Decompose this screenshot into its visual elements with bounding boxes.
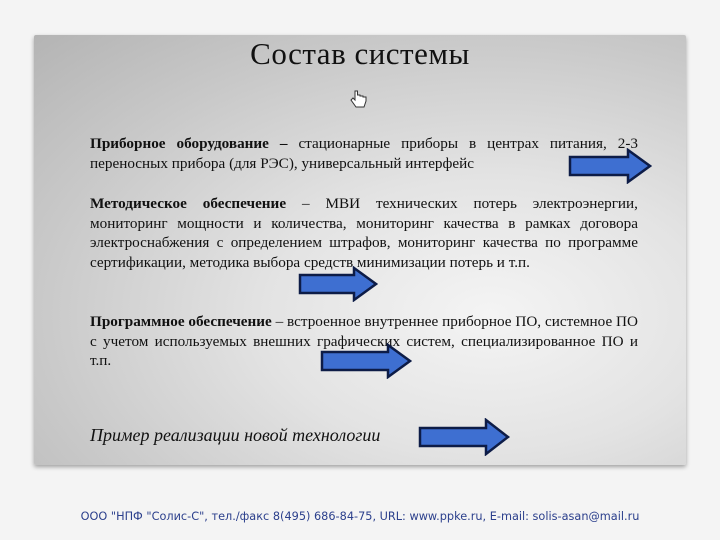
item-software-heading: Программное обеспечение [90,313,272,330]
item-hardware [90,134,638,173]
item-methodology [90,194,638,272]
footer-contacts: ООО "НПФ "Солис-С", тел./факс 8(495) 686-84-75, URL: www.ppke.ru, E-mail: solis-asan@mail.ru [80,510,640,523]
item-software-text: – встроенное внутреннее приборное ПО, системное ПО с учетом используемых внешних графических систем, специализированное ПО и т.п. [90,313,638,370]
right-arrow-icon [300,268,376,300]
right-arrow-icon [322,345,410,377]
right-arrow-icon [420,420,508,454]
item-hardware-heading: Приборное оборудование – [90,135,288,152]
item-hardware-text: стационарные приборы в центрах питания, 2-3 переносных прибора (для РЭС), универсальный интерфейс [90,135,638,172]
slide-title: Состав системы [250,36,470,71]
example-arrow-button[interactable] [418,418,510,456]
software-arrow-button[interactable] [320,343,412,379]
example-link[interactable]: Пример реализации новой технологии [90,425,381,445]
hardware-arrow-button[interactable] [568,148,652,184]
right-arrow-icon [570,150,650,182]
item-methodology-heading: Методическое обеспечение [90,195,287,212]
methodology-arrow-button[interactable] [298,266,378,302]
item-methodology-text: – МВИ технических потерь электроэнергии, мониторинг мощности и количества, мониторинг качества в рамках договора электроснабжения с определением штрафов, мониторинг качества по программе сертификации, методика выбора средств минимизации потерь и т.п. [90,195,638,271]
hand-pointer-icon [348,88,370,110]
